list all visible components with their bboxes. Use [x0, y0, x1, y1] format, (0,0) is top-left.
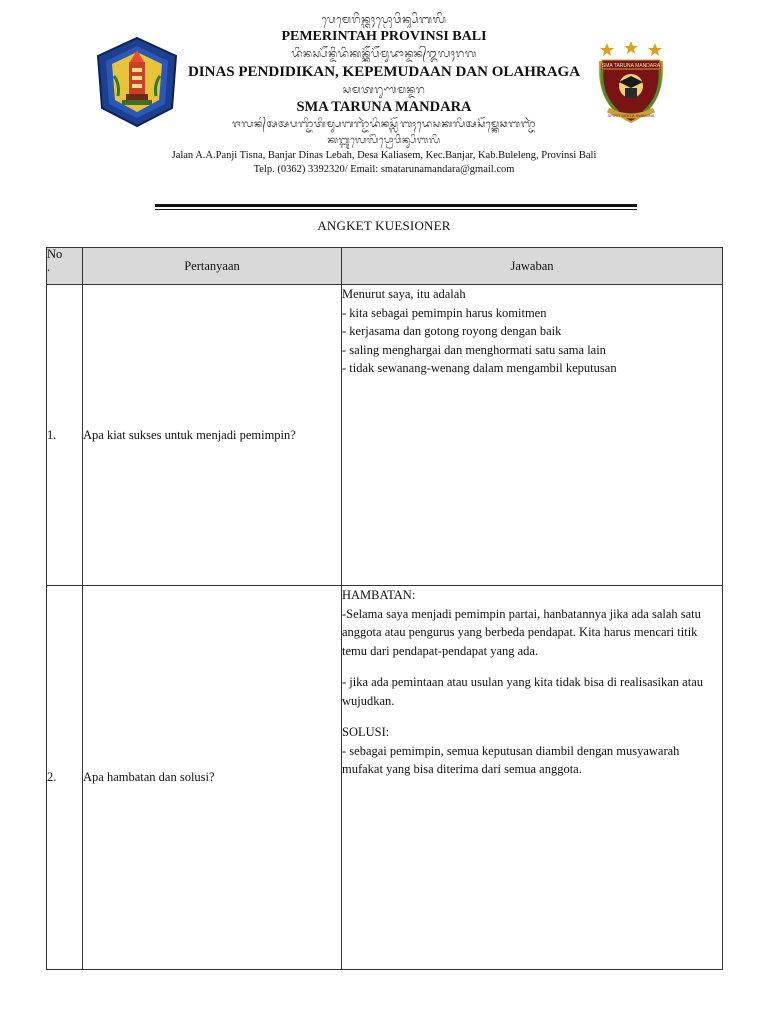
department-title: DINAS PENDIDIKAN, KEPEMUDAAN DAN OLAHRAGA [187, 64, 581, 80]
row-number: 1. [47, 285, 83, 586]
answer-cell [342, 586, 723, 970]
government-title: PEMERINTAH PROVINSI BALI [281, 29, 487, 44]
table-row [47, 586, 723, 970]
table-header-row [47, 248, 723, 285]
form-title: ANGKET KUESIONER [317, 218, 451, 233]
crest-motto-text: SPIRIT DEKLA SWAMINA [607, 113, 655, 118]
header-answer: Jawaban [342, 248, 723, 285]
balinese-script-line: ᬲᬫᬢᬭᬸᬡᬫᬦ᭄ᬤᬭ [342, 84, 426, 96]
answer-cell [342, 285, 723, 586]
obstacle-label: HAMBATAN: [342, 588, 416, 602]
school-name: SMA TARUNA MANDARA [296, 99, 472, 115]
header-no [47, 248, 83, 285]
balinese-script-line: ᬓᬩ᭄ᬩᬸᬮᬾᬮᭂᬂᬧ᭄ᬭᭀᬯᬶᬦ᭄ᬲᬶᬩᬮᬶ [327, 135, 441, 146]
letterhead-text [150, 12, 618, 177]
obstacle-text: - jika ada pemintaan atau usulan yang kita tidak bisa di realisasikan atau wujudkan. [342, 675, 703, 708]
solution-text: - sebagai pemimpin, semua keputusan diambil dengan musyawarah mufakat yang bisa diterima dari semua anggota. [342, 743, 680, 776]
row-number: 2. [47, 586, 83, 970]
answer-line: Menurut saya, itu adalah [342, 287, 466, 301]
answer-line: - kerjasama dan gotong royong dengan baik [342, 324, 562, 338]
school-address: Jalan A.A.Panji Tisna, Banjar Dinas Lebah, Desa Kaliasem, Kec.Banjar, Kab.Buleleng, Provinsi Bali [171, 150, 597, 161]
table-row [47, 285, 723, 586]
answer-line: - saling menghargai dan menghormati satu sama lain [342, 342, 606, 357]
solution-label: SOLUSI: [342, 725, 390, 739]
header-no-dot: . [47, 260, 51, 274]
school-crest-icon [592, 40, 670, 126]
balinese-script-line: ᬧᬾᬫᬾᬭᬶᬦ᭄ᬢᬄᬧ᭄ᬭᭀᬯᬶᬦ᭄ᬲᬶᬩᬮᬶ [321, 13, 447, 26]
header-question: Pertanyaan [83, 248, 342, 285]
question-text: Apa hambatan dan solusi? [83, 586, 342, 970]
balinese-script-line: ᬚᬮᬦ᭄ᬅᬅᬧᬜ᭄ᬚᬶᬢᬶᬫ᭄ᬲᬩᬜ᭄ᬚᬃᬤᬶᬦᬲ᭄ᬮᭂᬩᬄᬤᬾᬲᬓᬮᬶᬅᬲᭂᬫ᭄ᬓᬾᬘᬩᬜ᭄ᬚᬃ [232, 119, 536, 130]
answer-line: - tidak sewanang-wenang dalam mengambil keputusan [342, 361, 617, 375]
letterhead-divider [155, 204, 637, 210]
letterhead [0, 8, 768, 208]
obstacle-text: -Selama saya menjadi pemimpin partai, hanbatannya jika ada salah satu anggota atau pengurus yang berbeda pendapat. Kita harus mencari titik temu dari pendapat-pendapat yang ada. [342, 606, 701, 658]
answer-line: - kita sebagai pemimpin harus komitmen [342, 305, 547, 320]
questionnaire-table [46, 247, 723, 970]
question-text: Apa kiat sukses untuk menjadi pemimpin? [83, 285, 342, 586]
school-contact: Telp. (0362) 3392320/ Email: smatarunamandara@gmail.com [253, 164, 515, 175]
crest-banner-text: SMA TARUNA MANDARA [601, 63, 661, 69]
balinese-script-line: ᬤᬶᬦᬲ᭄ᬧᭂᬦ᭄ᬤᬶᬤᬶᬓᬦ᭄ᬓᭂᬧᭂᬫᬸᬤᬵᬦ᭄ᬤᬦ᭄ᬑᬮᬄᬭᬕ [291, 48, 477, 60]
header-no-label: No [47, 247, 63, 261]
